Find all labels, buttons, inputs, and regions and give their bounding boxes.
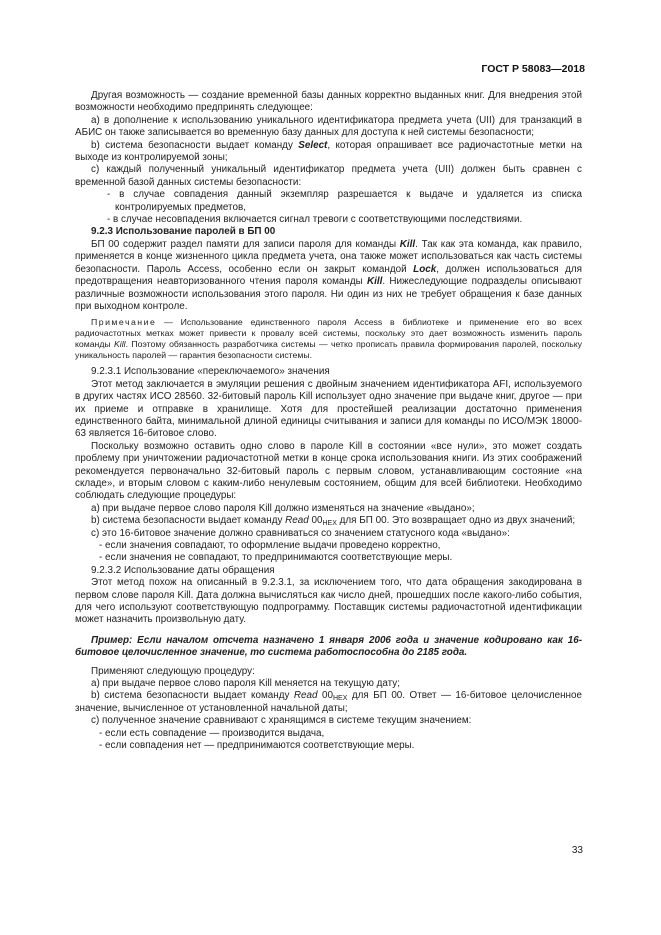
dash-item: - если значения совпадают, то оформление выдачи проведено корректно, bbox=[99, 540, 441, 551]
paragraph: Применяют следующую процедуру: bbox=[91, 665, 255, 677]
dash-item: - если значения не совпадают, то предпринимаются соответствующие меры. bbox=[99, 552, 453, 564]
command-name: Kill bbox=[399, 238, 416, 250]
command-name: Kill bbox=[366, 276, 383, 288]
list-item: а) при выдаче первое слово пароля Kill должно изменяться на значение «выдано»; bbox=[91, 502, 475, 514]
list-item: с) это 16-битовое значение должно сравниваться со значением статусного кода «выдано»: bbox=[91, 527, 510, 539]
document-code: ГОСТ Р 58083—2018 bbox=[481, 63, 585, 75]
dash-item: - в случае совпадения данный экземпляр разрешается к выдаче и удаляется из списка контролируемых предметов, bbox=[107, 189, 582, 213]
subsection-heading: 9.2.3.2 Использование даты обращения bbox=[91, 564, 275, 576]
paragraph: Этот метод заключается в эмуляции решения с двойным значением идентификатора AFI, используемого в других частях ИСО 28560. 32-битовый пароль Kill использует одно значение при выдаче книг, другое — при их приеме и отправке в хранилище. Хотя для простейшей реализации достаточно применения единственного байта, минимальной длиной единицы считывания и записи для команды по ИСО/МЭК 18000-63 является 16-битовое слово. bbox=[75, 378, 582, 440]
list-item: b) система безопасности выдает команду Select, которая опрашивает все радиочастотные метки на выходе из контролируемой зоны; bbox=[75, 139, 582, 164]
subsection-heading: 9.2.3.1 Использование «переключаемого» значения bbox=[91, 366, 330, 378]
paragraph: Поскольку возможно оставить одно слово в пароле Kill в состоянии «все нули», это может создать проблему при уничтожении радиочастотной метки в конце срока использования книги. Из этих соображений рекомендуется первоначально 32-битовый пароль с первым словом, устанавливающим состояние «на складе», и вторым словом с каким-либо ненулевым состоянием, общим для всей библиотеки. Необходимо соблюдать следующие процедуры: bbox=[75, 440, 582, 502]
list-item: b) система безопасности выдает команду Read $00_{HEX}$ для БП 00. Это возвращает одно из двух значений; bbox=[91, 515, 576, 528]
list-item: b) система безопасности выдает команду Read $00_{HEX}$ для БП 00. Ответ — 16-битовое целочисленное значение, вычисленное от установленной начальной даты; bbox=[75, 690, 582, 714]
dash-item: - в случае несовпадения включается сигнал тревоги с соответствующими последствиями. bbox=[107, 214, 523, 226]
example: Пример: Если началом отсчета назначено 1 января 2006 года и значение кодировано как 16-битовое целочисленное значение, то система работоспособна до 2185 года. bbox=[75, 634, 582, 659]
paragraph: Другая возможность — создание временной базы данных корректно выданных книг. Для внедрения этой возможности необходимо предпринять следующее: bbox=[75, 90, 582, 114]
list-item: с) каждый полученный уникальный идентификатор предмета учета (UII) должен быть сравнен с временной базой данных системы безопасности: bbox=[75, 164, 582, 188]
list-item: а) при выдаче первое слово пароля Kill меняется на текущую дату; bbox=[91, 678, 400, 690]
paragraph: Этот метод похож на описанный в 9.2.3.1, за исключением того, что дата обращения закодирована в первом слове пароля Kill. Дата должна вычисляться как число дней, прошедших после какого-либо события, для чего используют соответствующую подпрограмму. Поставщик системы радиочастотной идентификации может назначить произвольную дату. bbox=[75, 577, 582, 626]
page-number: 33 bbox=[571, 845, 583, 856]
command-name: Lock bbox=[413, 263, 437, 275]
command-name: Select bbox=[298, 139, 328, 151]
page-body bbox=[75, 90, 582, 753]
section-heading: 9.2.3 Использование паролей в БП 00 bbox=[91, 226, 276, 238]
list-item: с) полученное значение сравнивают с хранящимся в системе текущим значением: bbox=[91, 715, 472, 727]
note-label: Примечание bbox=[91, 317, 157, 328]
paragraph: БП 00 содержит раздел памяти для записи пароля для команды Kill. Так как эта команда, как правило, применяется в конце жизненного цикла предмета учета, она также может использоваться как часть системы безопасности. Пароль Access, особенно если он закрыт командой Lock, должен использоваться для предотвращения неавторизованного чтения пароля команды Kill. Нижеследующие подразделы описывают различные возможности использования этого пароля. Ни один из них не требует обращения к базе данных при выходном контроле. bbox=[75, 238, 582, 312]
list-item: а) в дополнение к использованию уникального идентификатора предмета учета (UII) для транзакций в АБИС он также записывается во временную базу данных для доступа к ней системы безопасности; bbox=[75, 114, 582, 139]
note: Примечание — Использование единственного пароля Access в библиотеке и применение его во всех радиочастотных метках может привести к провалу всей системы, поскольку это дает возможность изменить пароль команды Kill. Поэтому обязанность разработчика системы — четко прописать правила формирования паролей, поскольку уникальность паролей — гарантия безопасности системы. bbox=[75, 317, 582, 361]
dash-item: - если есть совпадение — производится выдача, bbox=[99, 727, 325, 739]
dash-item: - если совпадения нет — предпринимаются соответствующие меры. bbox=[99, 740, 415, 752]
